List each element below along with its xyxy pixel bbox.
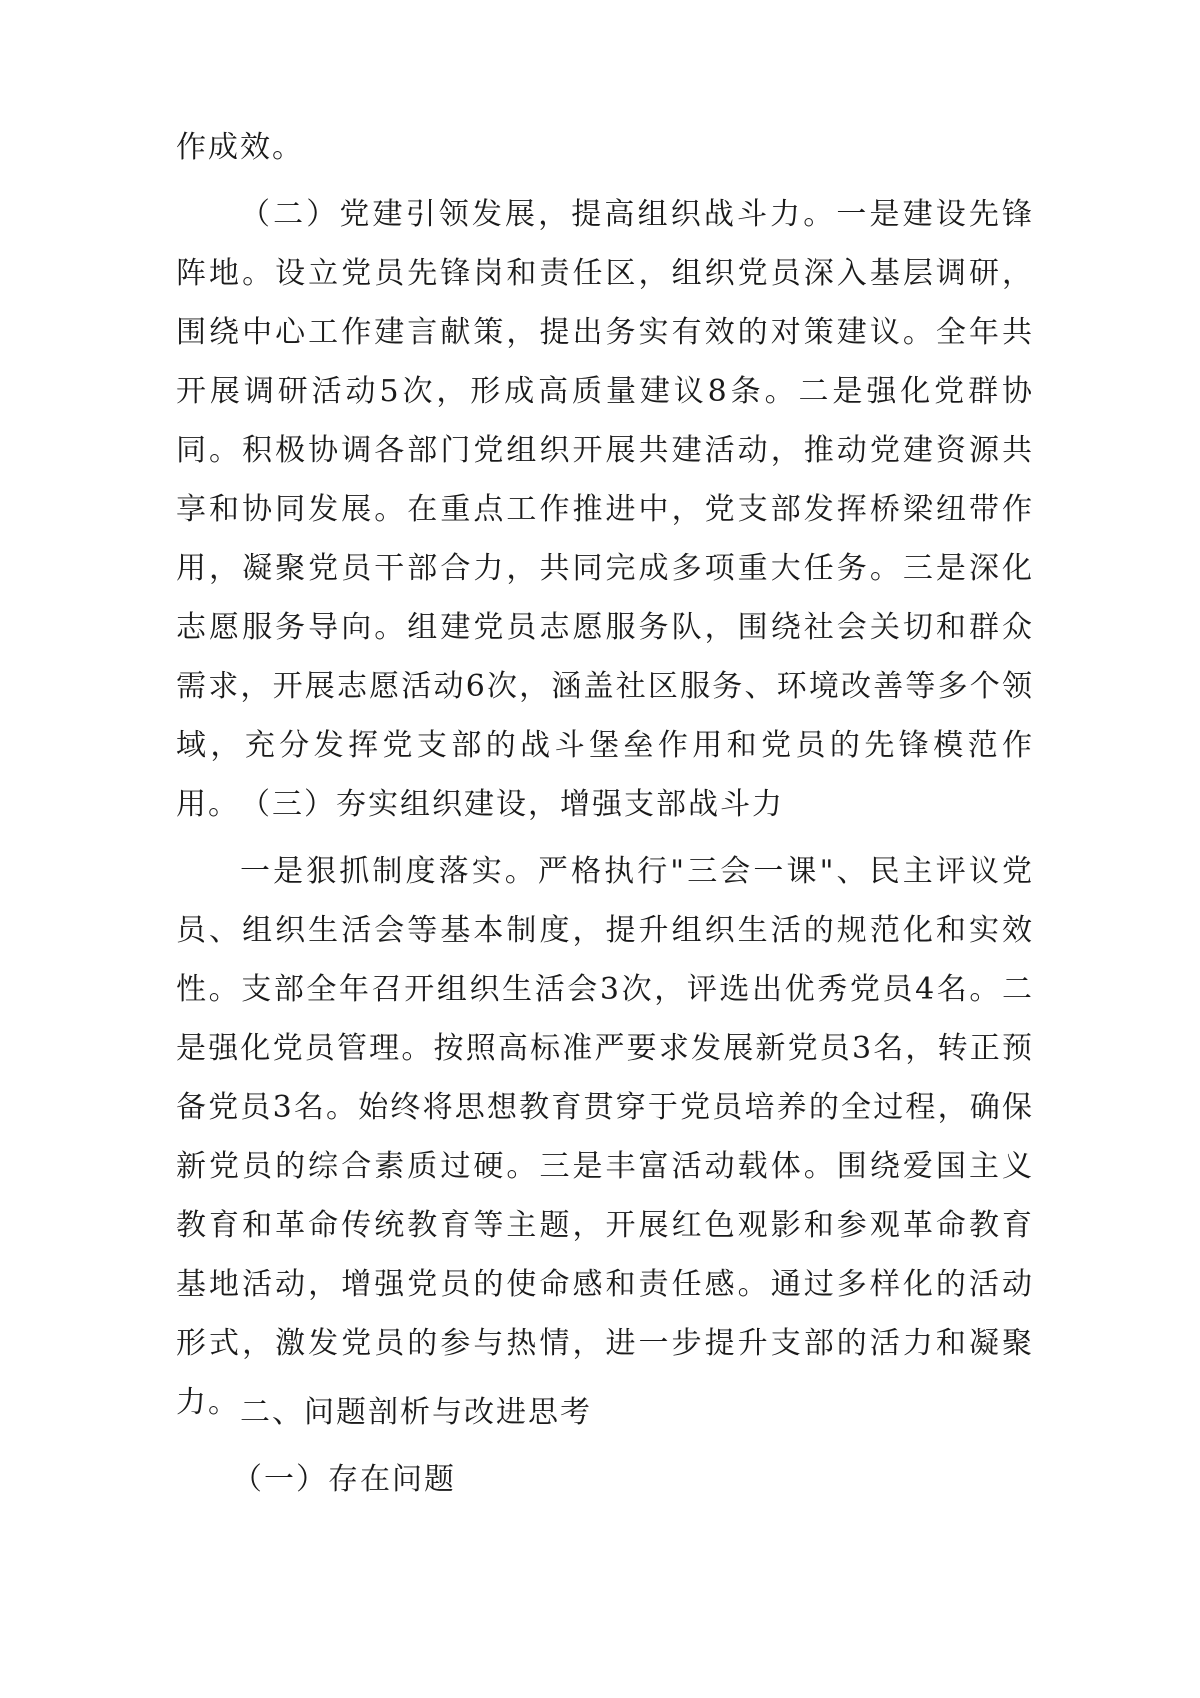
paragraph-section-2: （二）党建引领发展，提高组织战斗力。一是建设先锋阵地。设立党员先锋岗和责任区，组织党员深入基层调研，围绕中心工作建言献策，提出务实有效的对策建议。全年共开展调研活动5次，形成高质量建议8条。二是强化党群协同。积极协调各部门党组织开展共建活动，推动党建资源共享和协同发展。在重点工作推进中，党支部发挥桥梁纽带作用，凝聚党员干部合力，共同完成多项重大任务。三是深化志愿服务导向。组建党员志愿服务队，围绕社会关切和群众需求，开展志愿活动6次，涵盖社区服务、环境改善等多个领域，充分发挥党支部的战斗堡垒作用和党员的先锋模范作用。 xyxy=(176,197,1034,822)
chapter-heading-2: 二、问题剖析与改进思考 xyxy=(240,1395,592,1430)
paragraph-section-3: 一是狠抓制度落实。严格执行"三会一课"、民主评议党员、组织生活会等基本制度，提升组织生活的规范化和实效性。支部全年召开组织生活会3次，评选出优秀党员4名。二是强化党员管理。按照高标准严要求发展新党员3名，转正预备党员3名。始终将思想教育贯穿于党员培养的全过程，确保新党员的综合素质过硬。三是丰富活动载体。围绕爱国主义教育和革命传统教育等主题，开展红色观影和参观革命教育基地活动，增强党员的使命感和责任感。通过多样化的活动形式，激发党员的参与热情，进一步提升支部的活力和凝聚力。 xyxy=(176,854,1034,1420)
paragraph-continuation: 作成效。 xyxy=(176,130,304,165)
subsection-heading-1: （一）存在问题 xyxy=(232,1462,456,1497)
section-heading-3: （三）夯实组织建设，增强支部战斗力 xyxy=(240,787,784,822)
